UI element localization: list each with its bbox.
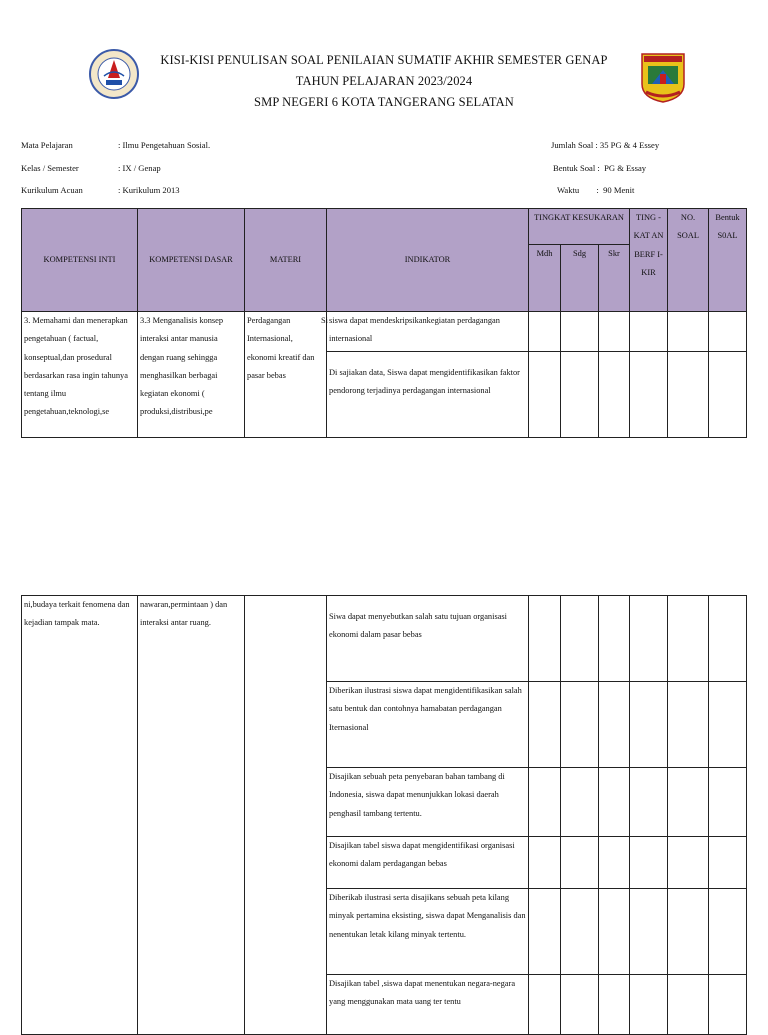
meta-label-subject: Mata Pelajaran	[21, 140, 73, 150]
cell-indikator-7: Diberikab ilustrasi serta disajikans sebuah peta kilang minyak pertamina eksisting, siswa dapat Menganalisis dan nenentukan letak kilang minyak tertentu.	[327, 889, 529, 975]
meta-value-curriculum: : Kurikulum 2013	[118, 185, 180, 195]
materi-text: Perdagangan Internasional, ekonomi kreatif dan pasar bebas	[247, 316, 315, 380]
meta-label-curriculum: Kurikulum Acuan	[21, 185, 83, 195]
cell-indikator-2: Di sajiakan data, Siswa dapat mengidentifikasikan faktor pendorong terjadinya perdagangan internasional	[327, 352, 529, 438]
header-ki: KOMPETENSI INTI	[22, 209, 138, 312]
cell-materi-page-2	[245, 596, 327, 1035]
meta-value-class: : IX / Genap	[118, 163, 161, 173]
meta-value-subject: : Ilmu Pengetahuan Sosial.	[118, 140, 211, 150]
meta-question-count: Jumlah Soal : 35 PG & 4 Essey	[551, 140, 660, 150]
header-materi: MATERI	[245, 209, 327, 312]
document-title-line-1: KISI-KISI PENULISAN SOAL PENILAIAN SUMATIF AKHIR SEMESTER GENAP	[160, 53, 608, 67]
cell-indikator-3: Siwa dapat menyebutkan salah satu tujuan organisasi ekonomi dalam pasar bebas	[327, 596, 529, 682]
header-sdg: Sdg	[561, 245, 599, 312]
header-kd: KOMPETENSI DASAR	[138, 209, 245, 312]
cell-ki-page-1: 3. Memahami dan menerapkan pengetahuan ( factual, konseptual,dan prosedural berdasarkan rasa ingin tahunya tentang ilmu pengetahuan,teknologi,se	[22, 312, 138, 438]
meta-question-type: Bentuk Soal : PG & Essay	[553, 163, 647, 173]
meta-duration: Waktu : 90 Menit	[557, 185, 635, 195]
cell-materi-page-1	[245, 312, 327, 438]
cell-indikator-5: Disajikan sebuah peta penyebaran bahan tambang di Indonesia, siswa dapat menunjukkan lokasi daerah penghasil tambang tertentu.	[327, 768, 529, 837]
header-skr: Skr	[599, 245, 630, 312]
cell-indikator-6: Disajikan tabel siswa dapat mengidentifikasi organisasi ekonomi dalam perdagangan bebas	[327, 837, 529, 889]
header-no-soal: NO. SOAL	[668, 209, 709, 312]
materi-overflow-text: Si	[321, 316, 328, 325]
cell-indikator-4: Diberikan ilustrasi siswa dapat mengidentifikasikan salah satu bentuk dan contohnya hamabatan perdagangan Iternasional	[327, 682, 529, 768]
cell-kd-page-1: 3.3 Menganalisis konsep interaksi antar manusia dengan ruang sehingga menghasilkan berbagai kegiatan ekonomi ( produksi,distribusi,pe	[138, 312, 245, 438]
cell-indikator-1: siswa dapat mendeskripsikankegiatan perdagangan internasional	[327, 312, 529, 352]
document-title-line-3: SMP NEGERI 6 KOTA TANGERANG SELATAN	[254, 95, 514, 109]
document-title-line-2: TAHUN PELAJARAN 2023/2024	[295, 74, 473, 88]
header-tingkatan-berfikir: TING - KAT AN BERF I-KIR	[630, 209, 668, 312]
cell-indikator-8: Disajikan tabel ,siswa dapat menentukan negara-negara yang menggunakan mata uang ter tentu	[327, 975, 529, 1035]
header-mdh: Mdh	[529, 245, 561, 312]
header-bentuk-soal: Bentuk S0AL	[709, 209, 747, 312]
grid-table-page-2	[21, 595, 747, 1035]
meta-label-class: Kelas / Semester	[21, 163, 79, 173]
cell-kd-page-2: nawaran,permintaan ) dan interaksi antar ruang.	[138, 596, 245, 1035]
header-indikator: INDIKATOR	[327, 209, 529, 312]
header-tingkat-kesukaran: TINGKAT KESUKARAN	[529, 209, 630, 245]
grid-table-page-1	[21, 208, 747, 438]
cell-ki-page-2: ni,budaya terkait fenomena dan kejadian tampak mata.	[22, 596, 138, 1035]
